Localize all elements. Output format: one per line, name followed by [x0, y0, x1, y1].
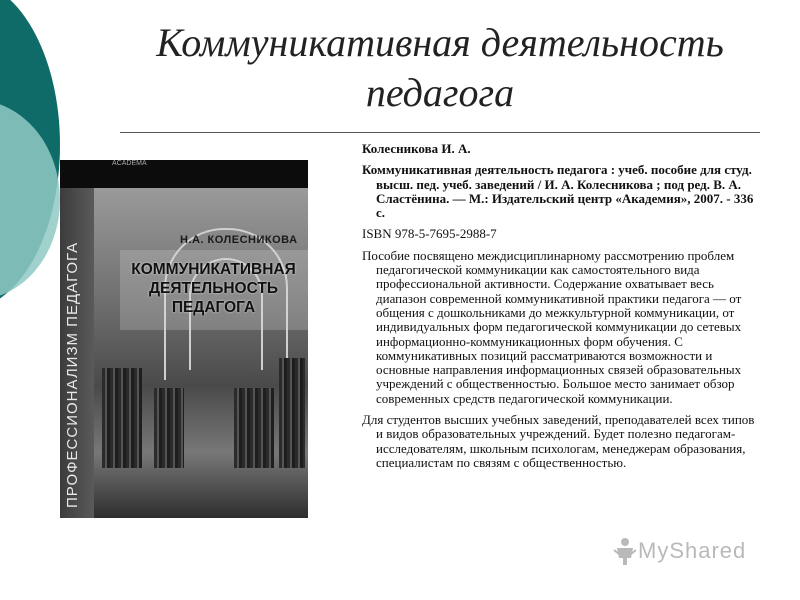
watermark-text: MyShared [638, 538, 747, 563]
book-description [362, 142, 762, 477]
book-isbn: ISBN 978-5-7695-2988-7 [362, 226, 497, 242]
book-audience: Для студентов высших учебных заведений, преподавателей всех типов и видов образовательных учреждений. Будет полезно педагогам-исследователям, школьным психологам, менеджерам образования, специалистам по связям с общественностью. [362, 412, 755, 470]
watermark [612, 536, 746, 566]
watermark-person-icon [612, 536, 638, 566]
book-cover-image [60, 160, 308, 518]
title-divider [120, 132, 760, 133]
cover-spine [60, 188, 94, 518]
book-author: Колесникова И. А. [362, 141, 471, 156]
book-bibliography: Коммуникативная деятельность педагога : учеб. пособие для студ. высш. пед. учеб. заведений / И. А. Колесникова ; под ред. В. А. Сластёнина. — М.: Издательский центр «Академия», 2007. - 336 с. [362, 162, 754, 221]
cover-publisher-tag: ACADEMA [112, 160, 147, 167]
cover-author: Н.А. КОЛЕСНИКОВА [180, 234, 298, 246]
book-summary: Пособие посвящено междисциплинарному рассмотрению проблем педагогической коммуникации как самостоятельного вида профессиональной активности. Содержание охватывает весь диапазон современной коммуникативной практики педагога — от общения с дошкольниками до межкультурной коммуникации, от индивидуальных форм педагогической коммуникации до сетевых информационно-коммуникационных форм обучения. С коммуникативных позиций рассматриваются возможности и основные направления информационных связей образовательных учреждений с общественностью. Большое место занимает обзор современных средств педагогической коммуникации. [362, 247, 742, 406]
cover-spine-text: ПРОФЕССИОНАЛИЗМ ПЕДАГОГА [64, 241, 81, 508]
slide-title: Коммуникативная деятельность педагога [156, 20, 724, 115]
cover-top-bar [60, 160, 308, 188]
cover-title: КОММУНИКАТИВНАЯ ДЕЯТЕЛЬНОСТЬ ПЕДАГОГА [131, 261, 296, 316]
